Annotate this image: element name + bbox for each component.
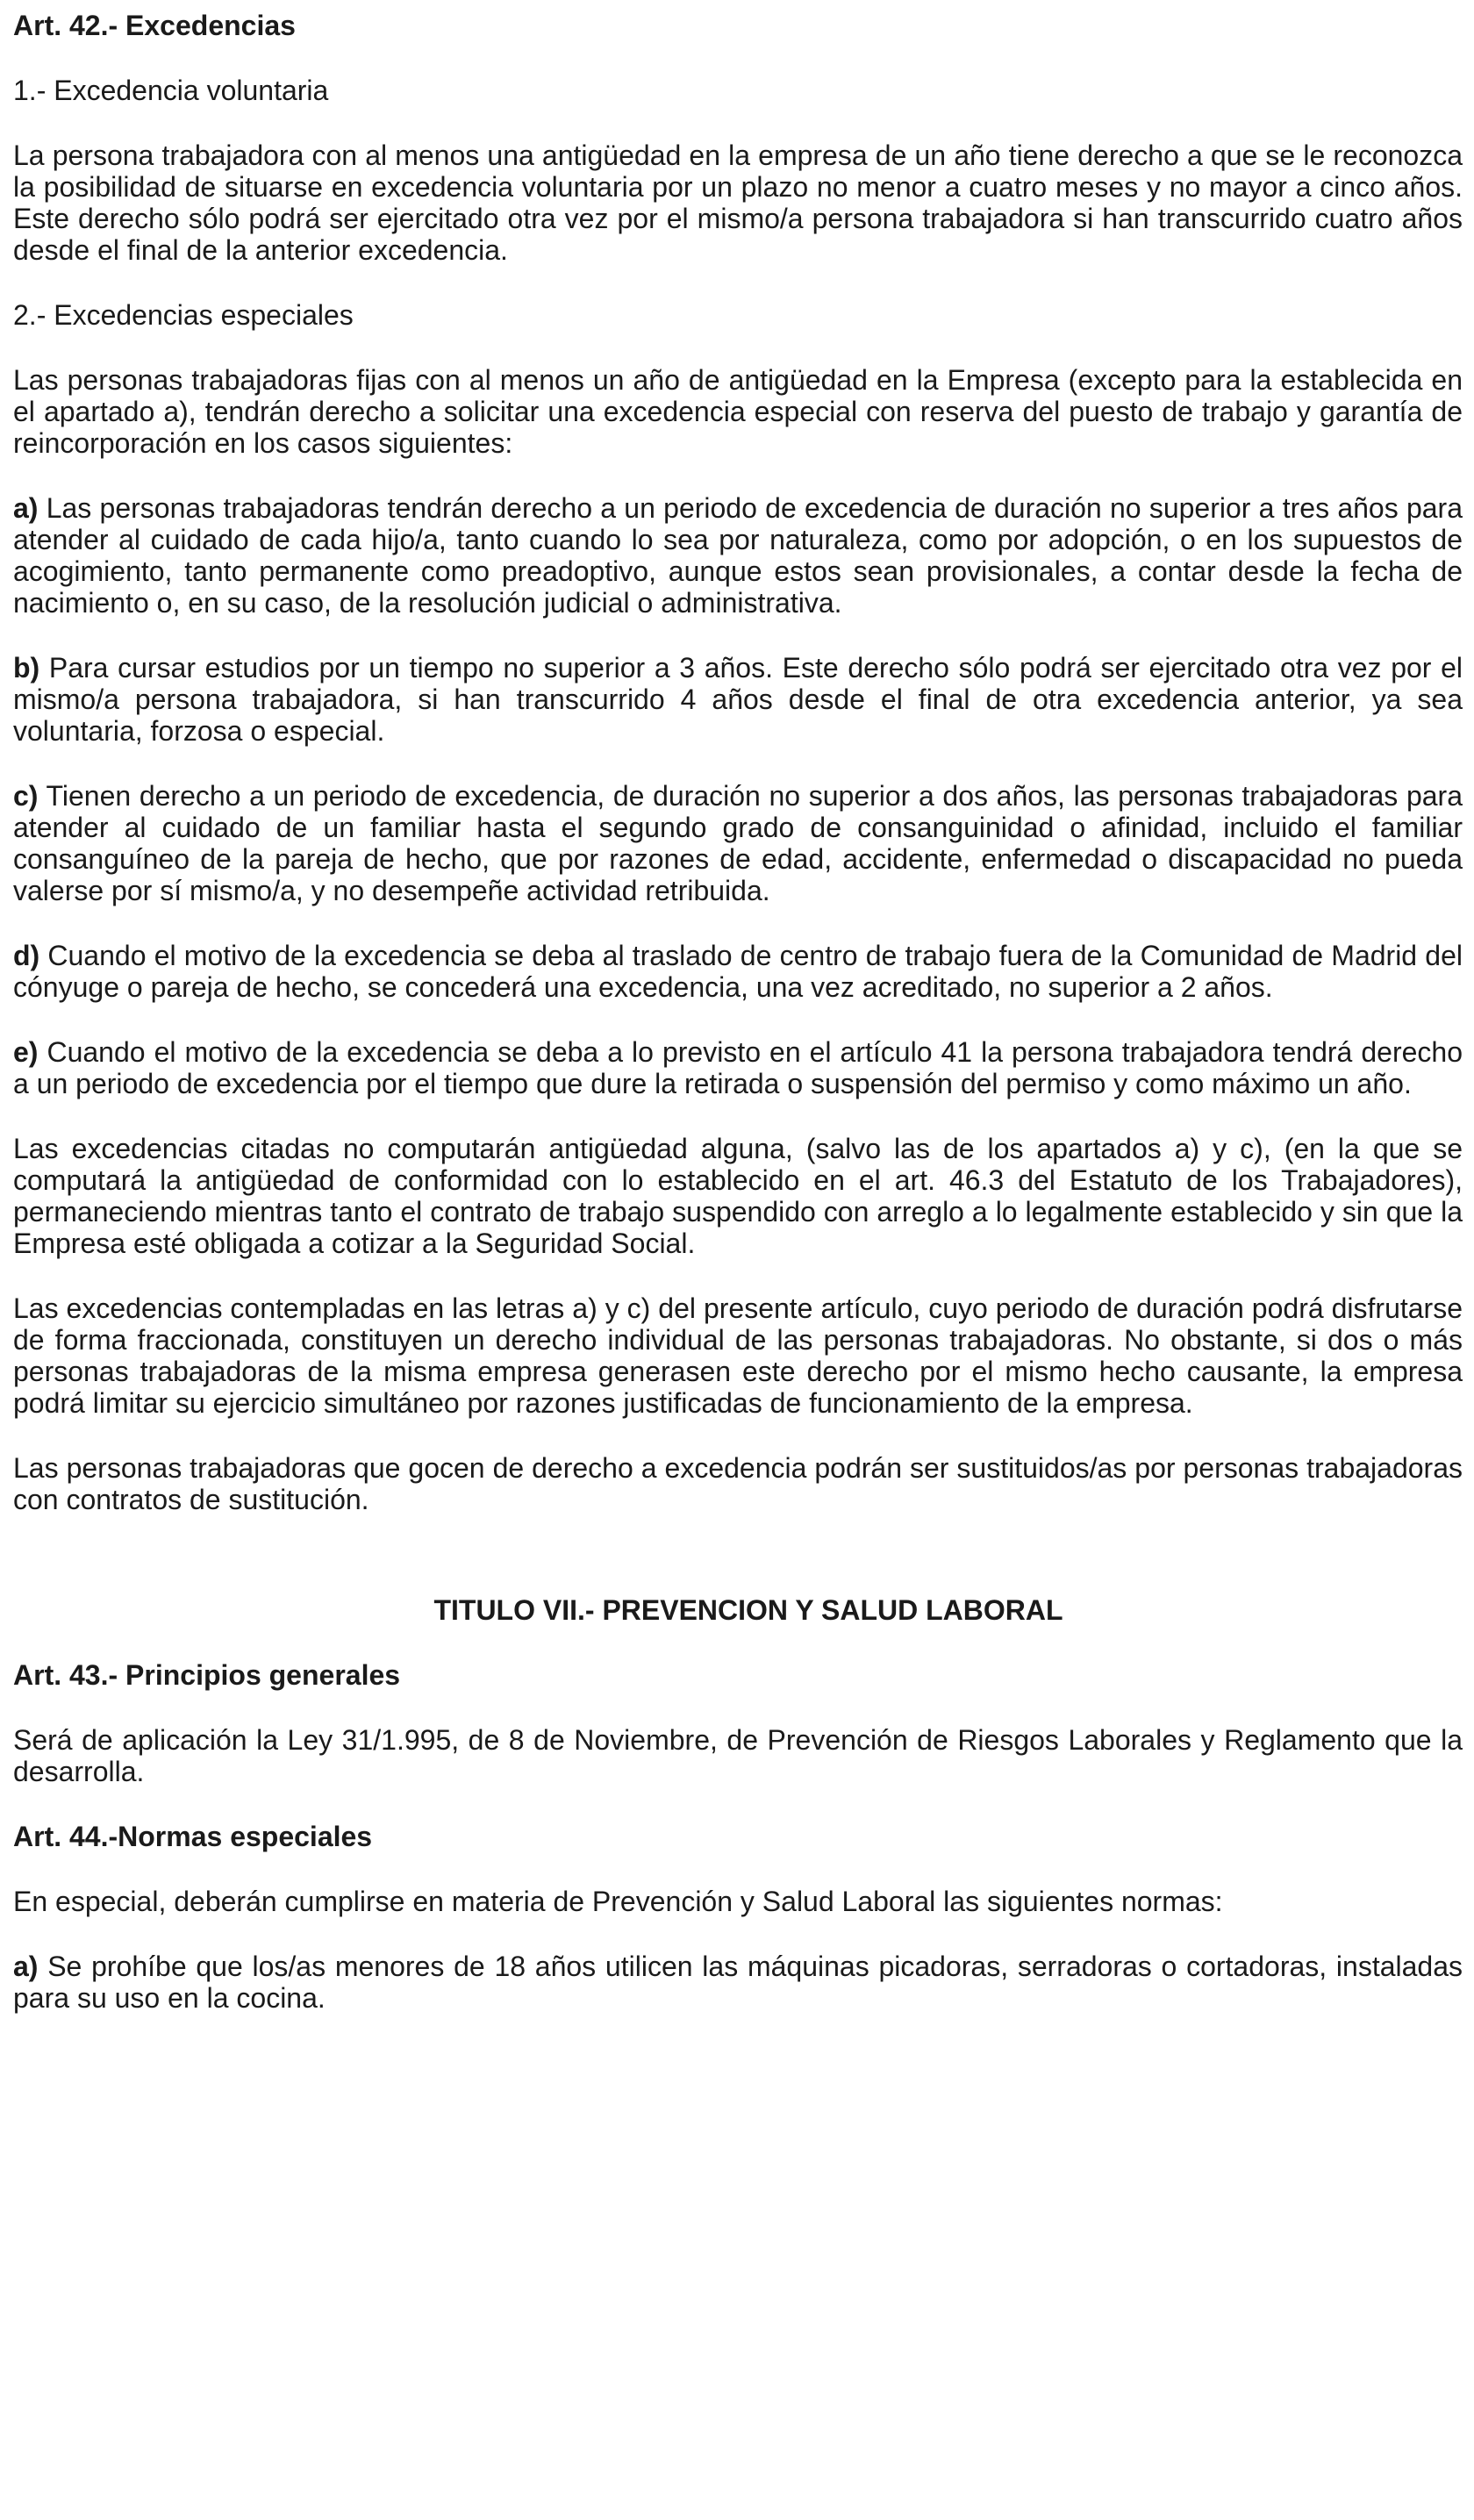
item-label: e) — [13, 1036, 39, 1068]
item-text: Cuando el motivo de la excedencia se deba a lo previsto en el artículo 41 la persona trabajadora tendrá derecho a un periodo de excedencia por el tiempo que dure la retirada o suspensión del permiso y como máximo un año. — [13, 1036, 1463, 1099]
article-44-item-a — [13, 1951, 1463, 2014]
list-item-c — [13, 780, 1463, 906]
subsection-2-intro: Las personas trabajadoras fijas con al menos un año de antigüedad en la Empresa (excepto para la establecida en el apartado a), tendrán derecho a solicitar una excedencia especial con reserva del puesto de trabajo y garantía de reincorporación en los casos siguientes: — [13, 364, 1463, 459]
article-42-heading: Art. 42.- Excedencias — [13, 10, 296, 41]
item-label: a) — [13, 1951, 39, 1982]
document-page — [13, 0, 1463, 2014]
item-label: a) — [13, 492, 39, 524]
list-item-d — [13, 940, 1463, 1003]
item-label: c) — [13, 780, 39, 812]
article-43-paragraph: Será de aplicación la Ley 31/1.995, de 8 de Noviembre, de Prevención de Riesgos Laborales y Reglamento que la desarrolla. — [13, 1724, 1463, 1787]
list-item-a — [13, 492, 1463, 619]
item-text: Cuando el motivo de la excedencia se deba al traslado de centro de trabajo fuera de la Comunidad de Madrid del cónyuge o pareja de hecho, se concederá una excedencia, una vez acreditado, no superior a 2 años. — [13, 940, 1463, 1003]
titulo-vii-heading: TITULO VII.- PREVENCION Y SALUD LABORAL — [433, 1594, 1063, 1626]
subsection-1-title: 1.- Excedencia voluntaria — [13, 75, 329, 106]
article-43-heading: Art. 43.- Principios generales — [13, 1659, 401, 1691]
article-44-heading: Art. 44.-Normas especiales — [13, 1821, 373, 1852]
paragraph-sustitucion: Las personas trabajadoras que gocen de derecho a excedencia podrán ser sustituidos/as por personas trabajadoras con contratos de sustitución. — [13, 1452, 1463, 1515]
paragraph-fraccionada: Las excedencias contempladas en las letras a) y c) del presente artículo, cuyo periodo de duración podrá disfrutarse de forma fraccionada, constituyen un derecho individual de las personas trabajadoras. No obstante, si dos o más personas trabajadoras de la misma empresa generasen este derecho por el mismo hecho causante, la empresa podrá limitar su ejercicio simultáneo por razones justificadas de funcionamiento de la empresa. — [13, 1292, 1463, 1419]
item-text: Las personas trabajadoras tendrán derecho a un periodo de excedencia de duración no superior a tres años para atender al cuidado de cada hijo/a, tanto cuando lo sea por naturaleza, como por adopción, o en los supuestos de acogimiento, tanto permanente como preadoptivo, aunque estos sean provisionales, a contar desde la fecha de nacimiento o, en su caso, de la resolución judicial o administrativa. — [13, 492, 1463, 619]
subsection-2-title: 2.- Excedencias especiales — [13, 299, 354, 331]
list-item-e — [13, 1036, 1463, 1099]
item-text: Tienen derecho a un periodo de excedencia, de duración no superior a dos años, las personas trabajadoras para atender al cuidado de un familiar hasta el segundo grado de consanguinidad o afinidad, incluido el familiar consanguíneo de la pareja de hecho, que por razones de edad, accidente, enfermedad o discapacidad no pueda valerse por sí mismo/a, y no desempeñe actividad retribuida. — [13, 780, 1463, 906]
list-item-b — [13, 652, 1463, 747]
item-text: Se prohíbe que los/as menores de 18 años utilicen las máquinas picadoras, serradoras o cortadoras, instaladas para su uso en la cocina. — [13, 1951, 1463, 2014]
item-text: Para cursar estudios por un tiempo no superior a 3 años. Este derecho sólo podrá ser ejercitado otra vez por el mismo/a persona trabajadora, si han transcurrido 4 años desde el final de otra excedencia anterior, ya sea voluntaria, forzosa o especial. — [13, 652, 1463, 747]
subsection-1-paragraph: La persona trabajadora con al menos una antigüedad en la empresa de un año tiene derecho a que se le reconozca la posibilidad de situarse en excedencia voluntaria por un plazo no menor a cuatro meses y no mayor a cinco años. Este derecho sólo podrá ser ejercitado otra vez por el mismo/a persona trabajadora si han transcurrido cuatro años desde el final de la anterior excedencia. — [13, 140, 1463, 266]
item-label: b) — [13, 652, 40, 684]
item-label: d) — [13, 940, 40, 971]
paragraph-antiguedad: Las excedencias citadas no computarán antigüedad alguna, (salvo las de los apartados a) y c), (en la que se computará la antigüedad de conformidad con lo establecido en el art. 46.3 del Estatuto de los Trabajadores), permaneciendo mientras tanto el contrato de trabajo suspendido con arreglo a lo legalmente establecido y sin que la Empresa esté obligada a cotizar a la Seguridad Social. — [13, 1133, 1463, 1259]
article-44-intro: En especial, deberán cumplirse en materia de Prevención y Salud Laboral las siguientes normas: — [13, 1886, 1223, 1917]
